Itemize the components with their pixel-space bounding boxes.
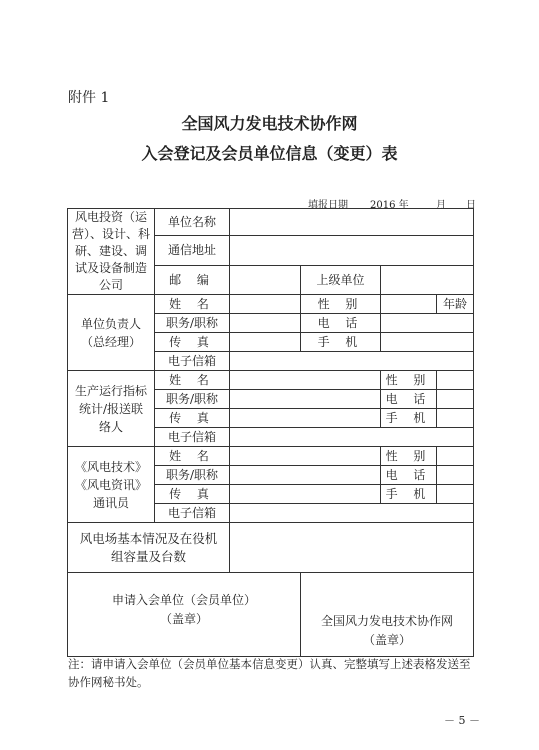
leader-gender-field[interactable]: [381, 295, 437, 314]
address-label: 通信地址: [155, 235, 230, 266]
fill-date-label: 填报日期: [308, 200, 348, 211]
leader-phone-field[interactable]: [381, 314, 474, 333]
leader-mobile-field[interactable]: [381, 333, 474, 352]
corr-mobile-field[interactable]: [437, 485, 474, 504]
fill-date-day: 日: [466, 200, 476, 211]
section-leader-label: 单位负责人（总经理）: [68, 295, 155, 371]
stats-email-label: 电子信箱: [155, 428, 230, 447]
network-label: 全国风力发电技术协作网: [321, 614, 454, 628]
corr-gender-field[interactable]: [437, 447, 474, 466]
corr-name-label: 姓 名: [155, 447, 230, 466]
parent-unit-field[interactable]: [381, 266, 474, 295]
applicant-seal-label: （盖章）: [159, 612, 208, 626]
corr-position-field[interactable]: [230, 466, 381, 485]
document-title: 全国风力发电技术协作网: [181, 114, 358, 133]
section-company-label: 风电投资（运营）、设计、科研、建设、调试及设备制造公司: [68, 209, 155, 295]
corr-fax-field[interactable]: [230, 485, 381, 504]
stats-phone-field[interactable]: [437, 390, 474, 409]
stats-position-label: 职务/职称: [155, 390, 230, 409]
stats-gender-field[interactable]: [437, 371, 474, 390]
stats-mobile-label: 手 机: [381, 409, 437, 428]
wind-farm-info-label: 风电场基本情况及在役机组容量及台数: [68, 523, 230, 573]
corr-fax-label: 传 真: [155, 485, 230, 504]
network-seal-label: （盖章）: [363, 633, 412, 647]
leader-phone-label: 电 话: [301, 314, 381, 333]
applicant-label: 申请入会单位（会员单位）: [111, 593, 256, 607]
corr-mobile-label: 手 机: [381, 485, 437, 504]
postcode-label: 邮 编: [155, 266, 230, 295]
corr-name-field[interactable]: [230, 447, 381, 466]
corr-email-field[interactable]: [230, 504, 474, 523]
section-correspondent-label: 《风电技术》《风电资讯》通讯员: [68, 447, 155, 523]
leader-email-field[interactable]: [230, 352, 474, 371]
wind-farm-info-field[interactable]: [230, 523, 474, 573]
document-subtitle: 入会登记及会员单位信息（变更）表: [141, 144, 398, 163]
corr-position-label: 职务/职称: [155, 466, 230, 485]
leader-name-label: 姓 名: [155, 295, 230, 314]
stats-name-label: 姓 名: [155, 371, 230, 390]
registration-form-table: [67, 208, 474, 657]
network-seal-area[interactable]: [301, 573, 474, 657]
stats-fax-field[interactable]: [230, 409, 381, 428]
stats-mobile-field[interactable]: [437, 409, 474, 428]
leader-age-label: 年龄: [437, 295, 474, 314]
stats-position-field[interactable]: [230, 390, 381, 409]
leader-fax-field[interactable]: [230, 333, 301, 352]
unit-name-label: 单位名称: [155, 209, 230, 236]
page-number: － 5 －: [444, 714, 480, 727]
stats-email-field[interactable]: [230, 428, 474, 447]
footnote: 注：请申请入会单位（会员单位基本信息变更）认真、完整填写上述表格发送至协作网秘书处。: [68, 657, 471, 689]
leader-email-label: 电子信箱: [155, 352, 230, 371]
leader-position-label: 职务/职称: [155, 314, 230, 333]
corr-phone-label: 电 话: [381, 466, 437, 485]
stats-name-field[interactable]: [230, 371, 381, 390]
fill-date-year: 2016 年: [370, 200, 409, 211]
leader-mobile-label: 手 机: [301, 333, 381, 352]
stats-fax-label: 传 真: [155, 409, 230, 428]
fill-date-month: 月: [436, 200, 446, 211]
stats-phone-label: 电 话: [381, 390, 437, 409]
corr-gender-label: 性 别: [381, 447, 437, 466]
parent-unit-label: 上级单位: [301, 266, 381, 295]
unit-name-field[interactable]: [230, 209, 474, 236]
section-stats-contact-label: 生产运行指标统计/报送联络人: [68, 371, 155, 447]
leader-gender-label: 性 别: [301, 295, 381, 314]
corr-phone-field[interactable]: [437, 466, 474, 485]
applicant-seal-area[interactable]: [68, 573, 301, 657]
leader-position-field[interactable]: [230, 314, 301, 333]
corr-email-label: 电子信箱: [155, 504, 230, 523]
stats-gender-label: 性 别: [381, 371, 437, 390]
postcode-field[interactable]: [230, 266, 301, 295]
attachment-label: 附件 1: [68, 90, 110, 106]
leader-name-field[interactable]: [230, 295, 301, 314]
address-field[interactable]: [230, 235, 474, 266]
leader-fax-label: 传 真: [155, 333, 230, 352]
